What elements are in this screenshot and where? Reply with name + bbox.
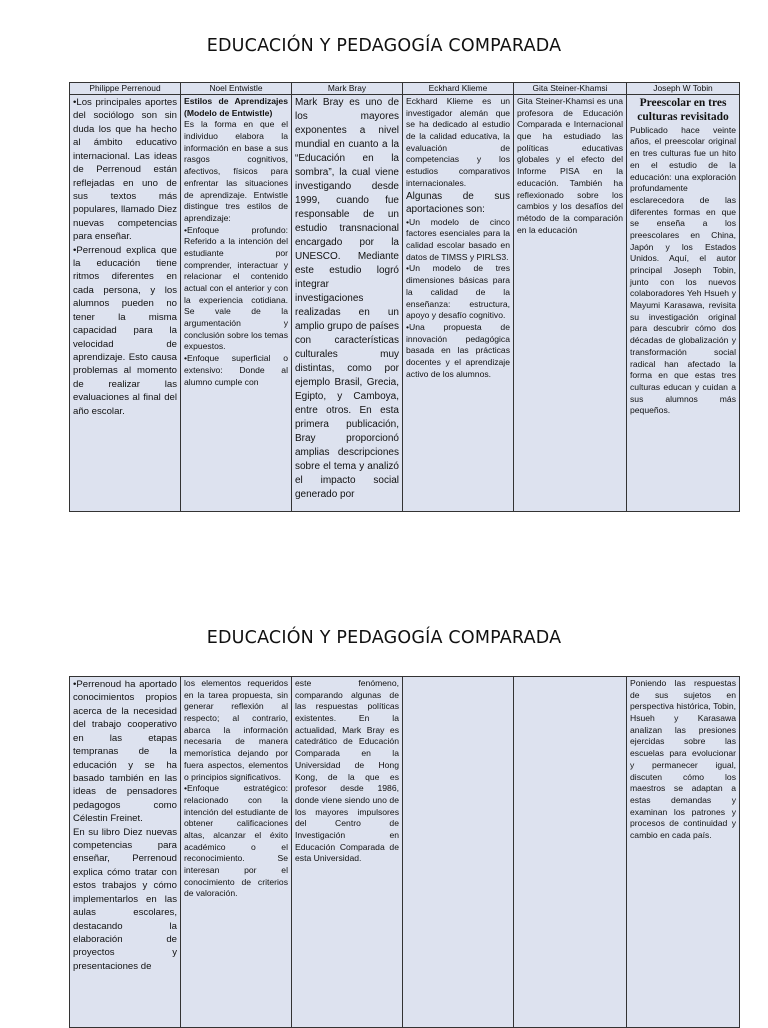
paragraph: Publicado hace veinte años, el preescolar original en tres culturas fue un hito en el estudio de la educación: una exploración profundamente esclarecedora de las diferentes formas en que se enseña a los preescolares en China, Japón y los Estados Unidos. Aquí, el autor principal Joseph Tobin, junto con los nuevos colaboradores Yeh Hsueh y Mayumi Karasawa, revisita su investigación original para descubrir cómo dos décadas de globalización y transformación social radical han afectado la forma en que estas tres culturas educan y cuidan a sus alumnos más pequeños. (630, 124, 736, 416)
cell-entwistle (181, 677, 292, 1028)
header-steiner: Gita Steiner-Khamsi (514, 83, 627, 95)
paragraph: •Enfoque superficial o extensivo: Donde al alumno cumple con (184, 353, 288, 387)
cell-heading: Estilos de Aprendizajes (Modelo de Entwistle) (184, 96, 288, 118)
cell-steiner (514, 677, 627, 1028)
cell-perrenoud (70, 95, 181, 512)
paragraph: este fenómeno, comparando algunas de las respuestas políticas existentes. En la actualidad, Mark Bray es catedrático de Educación Comparada en la Universidad de Hong Kong, de la que es profesor desde 1986, donde viene siendo uno de los mayores impulsores del Centro de Investigación en Educación Comparada de esta Universidad. (295, 678, 399, 864)
paragraph: Poniendo las respuestas de sus sujetos en perspectiva histórica, Tobin, Hsueh y Karasawa analizan las presiones ejercidas sobre las escuelas para evolucionar y permanecer igual, discuten cómo los maestros se adaptan a estas demandas y examinan los patrones y procesos de continuidad y cambio en cada país. (630, 678, 736, 840)
page-title-top: EDUCACIÓN Y PEDAGOGÍA COMPARADA (206, 36, 562, 56)
cell-tobin (627, 677, 740, 1028)
cell-klieme (403, 677, 514, 1028)
paragraph: En su libro Diez nuevas competencias para enseñar, Perrenoud explica cómo tratar con estos trabajos y cómo implementarlos en las aulas escolares, destacando la elaboración de proyectos y presentaciones de (73, 826, 177, 972)
paragraph: •Enfoque profundo: Referido a la intención del estudiante por comprender, interactuar y relacionar el contenido actual con el anterior y con la experiencia cotidiana. Se vale de la argumentación y conclusión sobre los temas expuestos. (184, 224, 288, 352)
header-tobin: Joseph W Tobin (627, 83, 740, 95)
cell-tobin (627, 95, 740, 512)
cell-bray (292, 95, 403, 512)
comparison-table-bottom (69, 676, 740, 1028)
cell-entwistle (181, 95, 292, 512)
table-row (70, 677, 740, 1028)
table-row (70, 95, 740, 512)
paragraph: Eckhard Klieme es un investigador alemán que se ha dedicado al estudio de la calidad educativa, la evaluación de competencias y los estudios comparativos internacionales. (406, 96, 510, 188)
paragraph: Es la forma en que el individuo elabora la información en base a sus rasgos cognitivos, afectivos, físicos para enfrentar las situaciones de aprendizaje. Entwistle distingue tres estilos de aprendizaje: (184, 119, 288, 223)
cell-klieme (403, 95, 514, 512)
paragraph: •Una propuesta de innovación pedagógica basada en las prácticas docentes y el aprendizaje activo de los alumnos. (406, 321, 510, 379)
cell-heading: Preescolar en tres culturas revisitado (637, 97, 729, 124)
page-title-bottom: EDUCACIÓN Y PEDAGOGÍA COMPARADA (206, 628, 562, 648)
comparison-table-top (69, 82, 740, 512)
paragraph: •Un modelo de cinco factores esenciales para la calidad escolar basado en datos de TIMSS y PIRLS3. (406, 216, 510, 262)
header-perrenoud: Philippe Perrenoud (70, 83, 181, 95)
header-bray: Mark Bray (292, 83, 403, 95)
cell-steiner (514, 95, 627, 512)
cell-subheading: Algunas de sus aportaciones son: (406, 190, 510, 216)
header-klieme: Eckhard Klieme (403, 83, 514, 95)
table-header-row (70, 83, 740, 95)
cell-perrenoud (70, 677, 181, 1028)
paragraph: Gita Steiner-Khamsi es una profesora de Educación Comparada e Internacional que ha estudiado las políticas educativas globales y el efecto del Informe PISA en la educación. También ha reflexionado sobre los cambios y los desafíos del método de la comparación en la educación (517, 96, 623, 235)
paragraph: •Perrenoud ha aportado conocimientos propios acerca de la necesidad del trabajo cooperativo en las etapas tempranas de la educación y se ha basado también en las ideas de pensadores pedagogos como Célestin Freinet. (73, 679, 177, 825)
paragraph: Mark Bray es uno de los mayores exponentes a nivel mundial en cuanto a la “Educación en la sombra”, la cual viene investigando desde 1999, cuando fue responsable de un estudio transnacional encargado por la UNESCO. Mediante este estudio logró integrar investigaciones realizadas en un amplio grupo de países con características culturales muy distintas, como por ejemplo Brasil, Grecia, Egipto, y Camboya, entre otros. En esta primera publicación, Bray proporcionó amplias descripciones sobre el tema y analizó el impacto social generado por (295, 97, 399, 500)
paragraph: •Enfoque estratégico: relacionado con la intención del estudiante de obtener calificaciones altas, alcanzar el éxito académico o el reconocimiento. Se interesan por el conocimiento de criterios de valoración. (184, 783, 288, 899)
paragraph: los elementos requeridos en la tarea propuesta, sin generar reflexión al respecto; al contrario, abarca la información necesaria de manera memorística dejando por fuera aspectos, elementos o principios significativos. (184, 678, 288, 782)
paragraph: •Un modelo de tres dimensiones básicas para la calidad de la enseñanza: estructura, apoyo y desafío cognitivo. (406, 263, 510, 321)
cell-bray (292, 677, 403, 1028)
paragraph: •Perrenoud explica que la educación tiene ritmos diferentes en cada persona, y los alumnos pueden no tener la misma capacidad para la velocidad de aprendizaje. Esto causa problemas al momento de realizar las evaluaciones al final del año escolar. (73, 244, 177, 417)
header-entwistle: Noel Entwistle (181, 83, 292, 95)
paragraph: •Los principales aportes del sociólogo son sin duda los que ha hecho al ámbito educativo internacional. Las ideas de Perrenoud están reflejadas en uno de sus textos más populares, llamado Diez nuevas competencias para enseñar. (73, 97, 177, 243)
